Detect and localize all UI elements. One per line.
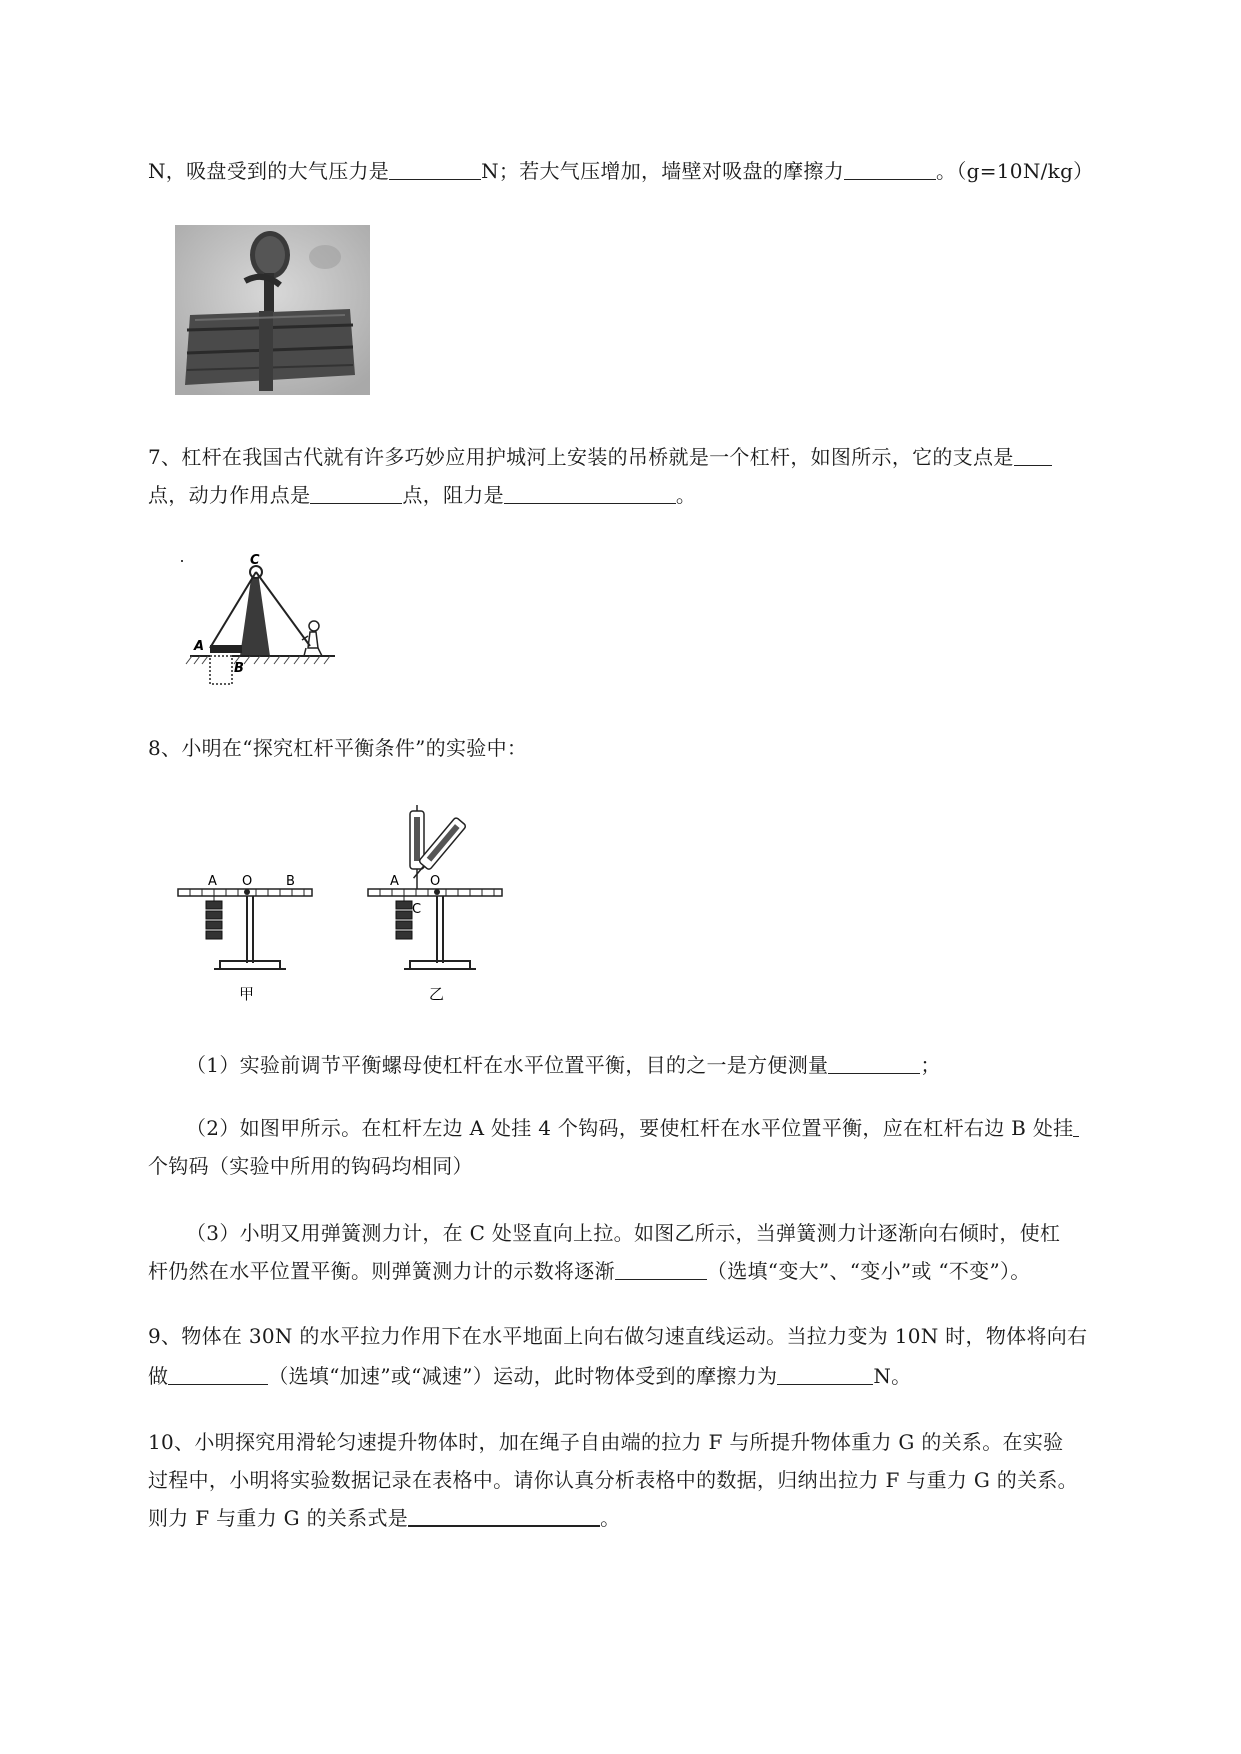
q8-part1-text-b: ； (920, 1053, 941, 1077)
q6-text-c: 。（g=10N/kg） (936, 159, 1094, 183)
q7-text-1: 7、杠杆在我国古代就有许多巧妙应用护城河上安装的吊桥就是一个杠杆，如图所示，它的支点是 (148, 445, 1014, 469)
q8-blank-hooks[interactable] (1073, 1116, 1079, 1137)
q8-part2-line2 (148, 1152, 473, 1180)
q7-text-2c: 。 (675, 483, 697, 507)
q9-line2 (148, 1362, 911, 1390)
q6-blank-friction[interactable] (844, 159, 936, 180)
q9-blank-friction[interactable] (777, 1364, 873, 1385)
q9-text-2c: N。 (873, 1364, 912, 1388)
q9-blank-motion[interactable] (168, 1364, 268, 1385)
lever-figures (176, 803, 516, 1003)
q10-text-1: 10、小明探究用滑轮匀速提升物体时，加在绳子自由端的拉力 F 与所提升物体重力 G 的关系。在实验 (148, 1430, 1064, 1454)
q10-line1 (148, 1428, 1063, 1456)
lever-yi-label-c: C (412, 902, 422, 917)
lever-jia-label-o: O (242, 874, 253, 889)
q10-blank-relation[interactable] (408, 1505, 600, 1527)
q8-part3-line1 (186, 1219, 1060, 1247)
q8-part1 (186, 1051, 941, 1079)
lever-figure-yi (368, 805, 502, 1003)
q9-text-2a: 做 (148, 1364, 169, 1388)
q8-intro-text: 8、小明在“探究杠杆平衡条件”的实验中： (148, 736, 528, 760)
q7-text-2b: 点，阻力是 (402, 483, 504, 507)
drawbridge-label-c: C (250, 553, 260, 568)
q7-blank-effort-point[interactable] (310, 483, 402, 504)
q8-intro (148, 734, 527, 762)
q9-line1 (148, 1322, 1087, 1350)
q7-line2 (148, 481, 696, 509)
q6-blank-pressure[interactable] (389, 159, 481, 180)
q6-line1 (148, 157, 1094, 185)
drawbridge-figure (180, 548, 340, 694)
q8-part2-line1 (186, 1114, 1079, 1142)
drawbridge-label-a: A (194, 639, 205, 654)
q8-part2-text-2: 个钩码（实验中所用的钩码均相同） (148, 1154, 473, 1178)
lever-jia-label-b: B (286, 874, 295, 889)
q8-part3-text-1: （3）小明又用弹簧测力计，在 C 处竖直向上拉。如图乙所示，当弹簧测力计逐渐向右倾时，使杠 (186, 1221, 1061, 1245)
lever-figure-jia (178, 874, 312, 1003)
q10-line2 (148, 1466, 1078, 1494)
suction-cup-photo (175, 225, 370, 395)
lever-yi-caption: 乙 (429, 985, 445, 1003)
q9-text-2b: （选填“加速”或“减速”）运动，此时物体受到的摩擦力为 (268, 1364, 778, 1388)
q10-text-3b: 。 (600, 1506, 621, 1530)
q8-part1-text-a: （1）实验前调节平衡螺母使杠杆在水平位置平衡，目的之一是方便测量 (186, 1053, 829, 1077)
q9-text-1: 9、物体在 30N 的水平拉力作用下在水平地面上向右做匀速直线运动。当拉力变为 10N 时，物体将向右 (148, 1324, 1088, 1348)
lever-jia-label-a: A (208, 874, 217, 889)
q8-part3-text-2a: 杆仍然在水平位置平衡。则弹簧测力计的示数将逐渐 (148, 1259, 615, 1283)
q8-part3-text-2b: （选填“变大”、“变小”或 “不变”）。 (706, 1259, 1031, 1283)
q7-line1 (148, 443, 1052, 471)
q7-blank-resistance[interactable] (504, 483, 676, 504)
q6-text-b: N；若大气压增加，墙壁对吸盘的摩擦力 (481, 159, 845, 183)
q10-text-3a: 则力 F 与重力 G 的关系式是 (148, 1506, 409, 1530)
lever-jia-caption: 甲 (239, 985, 255, 1003)
drawbridge-label-b: B (234, 661, 244, 676)
q6-text-a: N，吸盘受到的大气压力是 (148, 159, 390, 183)
q10-line3 (148, 1504, 620, 1532)
q8-part3-line2 (148, 1257, 1031, 1285)
q8-part2-text-1: （2）如图甲所示。在杠杆左边 A 处挂 4 个钩码，要使杠杆在水平位置平衡，应在杠杆右边 B 处挂 (186, 1116, 1074, 1140)
lever-yi-label-o: O (430, 874, 441, 889)
q7-text-2a: 点，动力作用点是 (148, 483, 311, 507)
lever-yi-label-a: A (390, 874, 399, 889)
q8-blank-measure[interactable] (828, 1053, 920, 1074)
q7-blank-fulcrum[interactable] (1014, 445, 1052, 466)
q10-text-2: 过程中，小明将实验数据记录在表格中。请你认真分析表格中的数据，归纳出拉力 F 与重力 G 的关系。 (148, 1468, 1078, 1492)
q8-blank-reading[interactable] (615, 1259, 707, 1280)
